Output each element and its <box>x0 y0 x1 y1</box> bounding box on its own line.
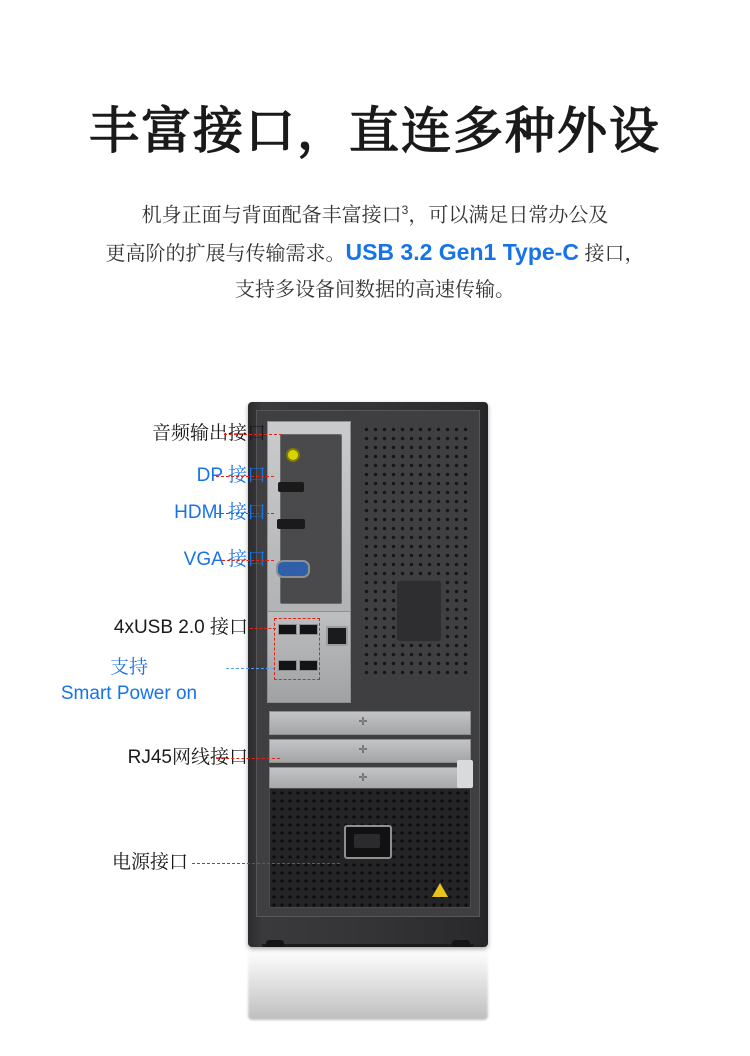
leader-smart-power <box>226 668 274 669</box>
subtitle-line-3: 支持多设备间数据的高速传输。 <box>235 278 515 301</box>
subtitle-text-b: ，可以满足日常办公及 <box>408 204 609 227</box>
screw-icon: ✛ <box>358 772 368 784</box>
hdmi-port <box>277 519 305 529</box>
io-shield-plate-lower <box>267 611 351 703</box>
page-title: 丰富接口，直连多种外设 <box>89 103 661 159</box>
power-supply-unit <box>269 788 471 908</box>
usb-type-c-highlight: USB 3.2 Gen1 Type-C <box>345 238 579 265</box>
callout-smart-power-line2: Smart Power on <box>60 683 198 704</box>
chassis-base <box>262 922 474 947</box>
power-connector-port <box>344 825 392 859</box>
callout-rj45: RJ45网线接口 <box>127 747 248 768</box>
usb-2-0-port-3 <box>278 660 297 671</box>
chassis-inner-panel <box>256 410 480 917</box>
audio-out-port <box>286 448 300 462</box>
expansion-slot <box>269 739 471 763</box>
leader-audio-out <box>224 434 282 435</box>
subtitle-line-1 <box>0 192 750 234</box>
dp-port <box>278 482 304 492</box>
vga-port <box>276 560 310 578</box>
tower-reflection <box>248 950 488 1020</box>
desktop-tower-rear-view <box>248 402 488 947</box>
product-diagram <box>0 390 750 1056</box>
warning-triangle-icon <box>432 883 448 897</box>
callout-hdmi: HDMI 接口 <box>174 502 266 523</box>
leader-usb20 <box>250 628 276 629</box>
callout-usb20: 4xUSB 2.0 接口 <box>113 617 248 638</box>
leader-vga <box>222 560 274 561</box>
chassis-foot <box>266 940 284 947</box>
leader-hdmi <box>216 513 274 514</box>
chassis-foot <box>452 940 470 947</box>
leader-power <box>192 863 340 864</box>
usb-2-0-port-2 <box>299 624 318 635</box>
subtitle-text-d: 接口， <box>578 242 645 265</box>
page-subtitle <box>0 192 750 308</box>
callout-vga: VGA 接口 <box>183 549 266 570</box>
rj45-ethernet-port <box>326 626 348 646</box>
leader-rj45 <box>216 758 280 759</box>
callout-dp: DP 接口 <box>196 465 266 486</box>
usb-2-0-port-4 <box>299 660 318 671</box>
chassis-latch <box>457 760 473 788</box>
vent-panel <box>397 581 441 641</box>
screw-icon: ✛ <box>358 716 368 728</box>
subtitle-text-a: 机身正面与背面配备丰富接口 <box>141 204 402 227</box>
screw-icon: ✛ <box>358 744 368 756</box>
leader-dp <box>216 476 274 477</box>
footnote-marker: 3 <box>401 203 409 217</box>
callout-audio-out: 音频输出接口 <box>151 423 266 444</box>
subtitle-text-c: 更高阶的扩展与传输需求。 <box>105 242 346 265</box>
callout-smart-power-line1: 支持 <box>109 657 148 678</box>
usb-2-0-port-1 <box>278 624 297 635</box>
expansion-slot <box>269 711 471 735</box>
subtitle-line-2 <box>0 234 750 272</box>
callout-power: 电源接口 <box>111 852 188 873</box>
